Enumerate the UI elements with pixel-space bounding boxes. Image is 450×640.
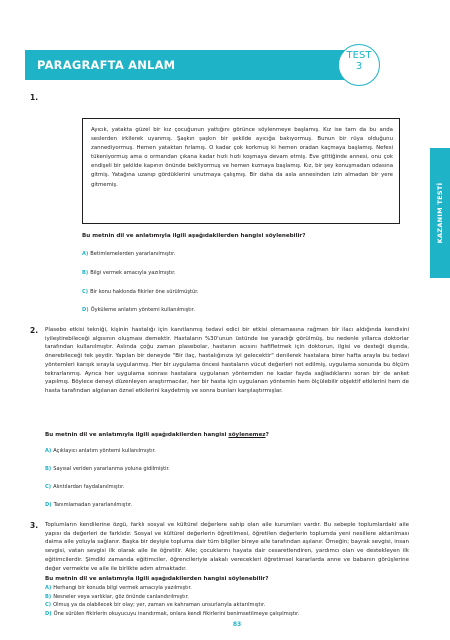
page-number: 83 [232,620,242,628]
question-2-stem: Bu metnin dil ve anlatımıyla ilgili aşağıdakilerden hangisi söylenemez? [45,432,269,438]
question-3-paragraph: Toplumların kendilerine özgü, farklı sosyal ve kültürel değerlere sahip olan aile kurumları vardır. Bu sebeple toplumlardaki aile yapısı da değerleri de farklıdır. Sosyal ve kültürel değerlerin öğretilmesi, öğretilen değerlerin toplumda yeni nesillere aktarılması daima aile yoluyla sağlanır. Başka bir deyişle topluma dair tüm bilgiler bireye aile tarafından aşılanır. Örneğin; bayrak sevgisi, insan sevgisi, vatan sevgisi ilk olarak aile ile öğretilir. Aile; çocuklarını hayata dair cesaretlendiren, yardımcı olan ve destekleyen ilk eğitimcilerdir. Şimdiki zamanda eğitimciler, öğrencileriyle alakalı verecekleri öğretimsel kararlarda anne ve babanın görüşlerine değer vermekte ve aile ile birlikte adım atmaktadır. [45,522,409,572]
test-badge [338,44,380,86]
section-banner [25,50,370,80]
question-2-option-d[interactable]: D) Tanımlamadan yararlanılmıştır. [45,502,133,508]
section-title: PARAGRAFTA ANLAM [37,58,176,72]
question-3-option-b[interactable]: B) Nesneler veya varlıklar, göz önünde canlandırılmıştır. [45,593,189,600]
question-3-stem: Bu metnin dil ve anlatımıyla ilgili aşağıdakilerden hangisi söylenebilir? [45,576,269,582]
question-2-option-b[interactable]: B) Sayısal veriden yararlanma yoluna gidilmiştir. [45,466,170,472]
question-2-option-a[interactable]: A) Açıklayıcı anlatım yöntemi kullanılmıştır. [45,448,156,454]
question-1-option-d[interactable]: D) Öyküleme anlatım yöntemi kullanılmıştır. [82,307,195,313]
question-1-number: 1. [30,93,39,102]
question-3-option-d[interactable]: D) Öne sürülen fikirlerin okuyucuyu inandırmak, onlara kendi fikirlerini benimsetilmeye çalışılmıştır. [45,610,300,617]
question-1-passage-box [82,118,400,224]
question-1-option-b[interactable]: B) Bilgi vermek amacıyla yazılmıştır. [82,270,176,276]
question-1-stem: Bu metnin dil ve anlatımıyla ilgili aşağıdakilerden hangisi söylenebilir? [82,233,306,239]
test-number: 3 [355,61,363,72]
question-1-option-c[interactable]: C) Bir konu hakkında fikirler öne sürülmüştür. [82,289,199,295]
question-2-number: 2. [30,326,39,335]
question-2-paragraph: Plasebo etkisi tekniği, kişinin hastalığı için kanıtlanmış tedavi edici bir etkisi olmamasına rağmen bir ilacı aldığında kendisini iyileştirebileceği algısının oluşması demektir. Hastaların %30'unun üstünde ise yaradığı görülmüş, bu nedenle yıllarca doktorlar tarafından kullanılmıştır. Aslında çoğu zaman plasebolar, hastanın acısını hafifletmek için doktorun, ilgisi ve desteği dışında, önerebileceği tek şeydir. Yapılan bir deneyde "Bir ilaç, hastalığınıza iyi gelecektir" denilerek hastalara birer hafta arayla bu tedavi yöntemleri karışık sırayla uygulanmış. Her bir uygulama öncesi hastaların vücut değerleri not edilmiş, uygulama sonunda bu ölçüm tekrarlanmış. Ayrıca her uygulama sonrası hastalara uygulanan yöntemden ne kadar fayda sağladıklarını soran bir de anket yapılmış. Böylece deneyi düzenleyen araştırmacılar, her bir hasta için uygulanan yöntemin hem ölçülebilir objektif etkilerini hem de hasta tarafından algılanan öznel etkilerini kaydetmiş ve sonra bunları karşılaştırmışlar. [45,327,409,394]
side-tab [430,148,450,278]
question-1-option-a[interactable]: A) Betimlemelerden yararlanılmıştır. [82,251,176,257]
question-3-number: 3. [30,521,39,530]
question-3-option-a[interactable]: A) Herhangi bir konuda bilgi vermek amacıyla yazılmıştır. [45,585,192,591]
question-3-option-c[interactable]: C) Olmuş ya da olabilecek bir olay; yer, zaman ve kahraman unsurlarıyla aktarılmıştır. [45,602,266,608]
side-tab-label: KAZANIM TESTİ [436,182,444,244]
question-1-passage: Ayıcık, yatakta güzel bir kız çocuğunun yattığını görünce söylenmeye başlamış. Kız ise tam da bu anda seslerden irkilerek uyanmış. Şaşkın şaşkın bir şekilde ayıcığa bakıyormuş. Bunun bir rüya olduğunu zannediyormuş. Hemen yataktan fırlamış. O kadar çok korkmuş ki hemen oradan kaçmaya başlamış. Nefesi tükeniyormuş ama o ormandan çıkana kadar hızlı hızlı koşmaya devam etmiş. Eve gittiğinde annesi, onu çok endişeli bir şekilde kapının önünde bekliyormuş ve hemen kızmaya başlamış. Kız, bir şey konuşmadan odasına gitmiş. Yatağına uzanıp gördüklerini unutmaya çalışmış. Bir daha da asla annesinden izin almadan bir yere gitmemiş. [91,127,393,188]
question-2-option-c[interactable]: C) Alıntılardan faydalanılmıştır. [45,484,125,490]
test-label: TEST [346,50,372,61]
